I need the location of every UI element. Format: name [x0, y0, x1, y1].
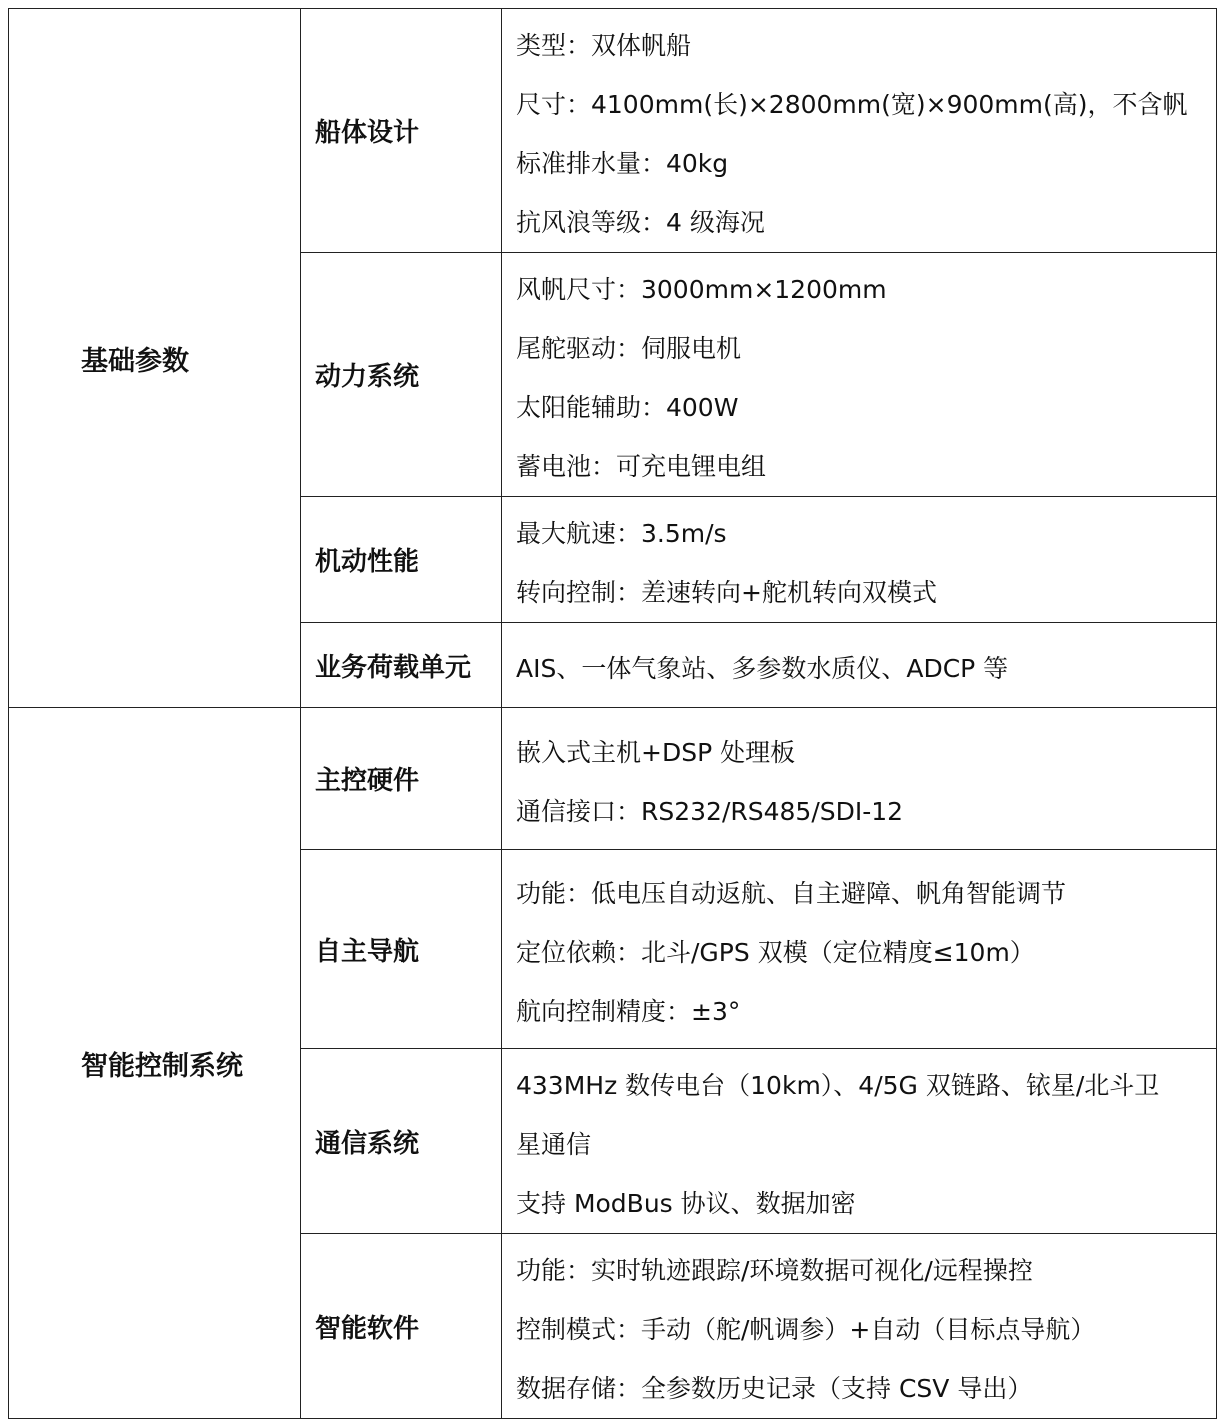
detail-line: 功能：实时轨迹跟踪/环境数据可视化/远程操控	[516, 1256, 1033, 1285]
detail-line: 尺寸：4100mm(长)×2800mm(宽)×900mm(高)，不含帆	[516, 90, 1188, 119]
detail-line: 类型：双体帆船	[516, 31, 692, 60]
detail-line: 蓄电池：可充电锂电组	[516, 452, 767, 481]
group-label-control: 智能控制系统	[9, 708, 301, 1419]
detail-line: 定位依赖：北斗/GPS 双模（定位精度≤10m）	[516, 938, 1035, 967]
row-label-hull: 船体设计	[301, 9, 502, 253]
detail-line: 标准排水量：40kg	[516, 149, 729, 178]
detail-line: 转向控制：差速转向+舵机转向双模式	[516, 578, 937, 607]
row-detail-software	[502, 1234, 1217, 1419]
row-label-controller: 主控硬件	[301, 708, 502, 850]
row-detail-controller	[502, 708, 1217, 850]
detail-line: 功能：低电压自动返航、自主避障、帆角智能调节	[516, 879, 1067, 908]
detail-line: 控制模式：手动（舵/帆调参）+自动（目标点导航）	[516, 1315, 1096, 1344]
detail-line: 尾舵驱动：伺服电机	[516, 334, 742, 363]
row-label-payload: 业务荷载单元	[301, 623, 502, 708]
detail-line: 太阳能辅助：400W	[516, 393, 739, 422]
table-row	[9, 9, 1217, 253]
detail-line: 最大航速：3.5m/s	[516, 519, 727, 548]
detail-line: 支持 ModBus 协议、数据加密	[516, 1189, 856, 1218]
detail-line: AIS、一体气象站、多参数水质仪、ADCP 等	[516, 654, 1009, 683]
spec-table	[8, 8, 1217, 1419]
detail-line: 通信接口：RS232/RS485/SDI-12	[516, 797, 904, 826]
row-detail-navigation	[502, 850, 1217, 1049]
row-detail-maneuver	[502, 497, 1217, 623]
row-detail-hull	[502, 9, 1217, 253]
row-label-software: 智能软件	[301, 1234, 502, 1419]
row-label-power: 动力系统	[301, 253, 502, 497]
detail-line: 星通信	[516, 1130, 592, 1159]
row-label-navigation: 自主导航	[301, 850, 502, 1049]
detail-line: 433MHz 数传电台（10km）、4/5G 双链路、铱星/北斗卫	[516, 1071, 1160, 1100]
detail-line: 抗风浪等级：4 级海况	[516, 208, 765, 237]
table-row	[9, 708, 1217, 850]
detail-line: 数据存储：全参数历史记录（支持 CSV 导出）	[516, 1374, 1033, 1403]
row-detail-payload	[502, 623, 1217, 708]
row-label-maneuver: 机动性能	[301, 497, 502, 623]
group-label-basic: 基础参数	[9, 9, 301, 708]
detail-line: 嵌入式主机+DSP 处理板	[516, 738, 796, 767]
detail-line: 风帆尺寸：3000mm×1200mm	[516, 275, 887, 304]
row-label-communication: 通信系统	[301, 1049, 502, 1234]
detail-line: 航向控制精度：±3°	[516, 997, 741, 1026]
row-detail-power	[502, 253, 1217, 497]
row-detail-communication	[502, 1049, 1217, 1234]
